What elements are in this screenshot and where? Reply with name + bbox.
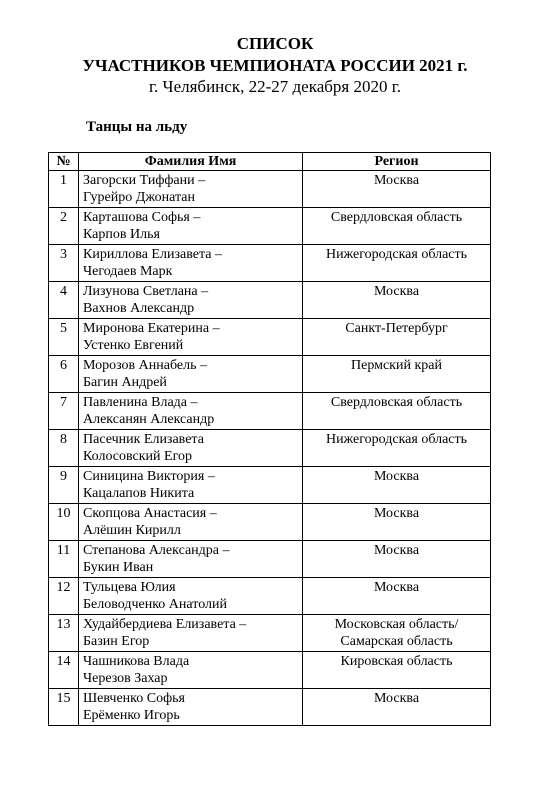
row-number: 11	[49, 541, 79, 578]
pair-names-cell	[79, 467, 303, 504]
table-row	[49, 467, 491, 504]
region-name: Нижегородская область	[325, 432, 468, 447]
region-name: Москва	[373, 580, 420, 595]
partner-one-name: Загорски Тиффани –	[83, 173, 206, 188]
event-location-dates: г. Челябинск, 22-27 декабря 2020 г.	[148, 77, 402, 96]
region-name: Москва	[373, 543, 420, 558]
document-title-line2: УЧАСТНИКОВ ЧЕМПИОНАТА РОССИИ 2021 г.	[82, 56, 468, 75]
region-name: Свердловская область	[330, 210, 463, 225]
region-name: Москва	[373, 506, 420, 521]
pair-names-cell	[79, 282, 303, 319]
pair-names-cell	[79, 356, 303, 393]
row-number: 14	[49, 652, 79, 689]
partner-one-name: Миронова Екатерина –	[83, 321, 220, 336]
row-number: 4	[49, 282, 79, 319]
partner-two-name: Кацалапов Никита	[83, 486, 195, 501]
region-name: Пермский край	[351, 358, 442, 373]
partner-two-name: Алексанян Александр	[83, 412, 215, 427]
table-row	[49, 356, 491, 393]
row-number: 6	[49, 356, 79, 393]
pair-names-cell	[79, 689, 303, 726]
table-row	[49, 689, 491, 726]
pair-names-cell	[79, 615, 303, 652]
partner-two-name: Черезов Захар	[83, 671, 168, 686]
row-number: 10	[49, 504, 79, 541]
document-title: СПИСОК	[236, 34, 314, 53]
region-name: Свердловская область	[330, 395, 463, 410]
pair-names-cell	[79, 171, 303, 208]
table-row	[49, 578, 491, 615]
region-name: Москва	[373, 173, 420, 188]
table-row	[49, 615, 491, 652]
region-cell	[303, 467, 491, 504]
partner-one-name: Кириллова Елизавета –	[83, 247, 222, 262]
region-name: Московская область/	[334, 617, 459, 632]
pair-names-cell	[79, 245, 303, 282]
pair-names-cell	[79, 208, 303, 245]
pair-names-cell	[79, 393, 303, 430]
region-name: Нижегородская область	[325, 247, 468, 262]
partner-one-name: Скопцова Анастасия –	[83, 506, 217, 521]
partner-one-name: Синицина Виктория –	[83, 469, 215, 484]
partner-two-name: Вахнов Александр	[83, 301, 195, 316]
pair-names-cell	[79, 430, 303, 467]
partner-one-name: Тульцева Юлия	[83, 580, 176, 595]
partner-two-name: Беловодченко Анатолий	[83, 597, 227, 612]
table-row	[49, 393, 491, 430]
table-row	[49, 282, 491, 319]
region-name: Санкт-Петербург	[345, 321, 448, 336]
row-number: 1	[49, 171, 79, 208]
pair-names-cell	[79, 578, 303, 615]
partner-one-name: Павленина Влада –	[83, 395, 198, 410]
row-number: 2	[49, 208, 79, 245]
region-cell	[303, 652, 491, 689]
table-row	[49, 541, 491, 578]
section-title: Танцы на льду	[86, 119, 188, 135]
region-cell	[303, 393, 491, 430]
partner-one-name: Худайбердиева Елизавета –	[83, 617, 247, 632]
region-cell	[303, 245, 491, 282]
column-header-number: №	[49, 153, 79, 171]
partner-two-name: Чегодаев Марк	[83, 264, 173, 279]
region-cell	[303, 541, 491, 578]
partner-two-name: Колосовский Егор	[83, 449, 192, 464]
table-row	[49, 430, 491, 467]
table-header-row	[49, 153, 491, 171]
partner-two-name: Букин Иван	[83, 560, 154, 575]
partner-one-name: Лизунова Светлана –	[83, 284, 209, 299]
region-cell	[303, 615, 491, 652]
partner-two-name: Базин Егор	[83, 634, 150, 649]
pair-names-cell	[79, 319, 303, 356]
participants-table	[48, 152, 491, 726]
region-cell	[303, 578, 491, 615]
partner-one-name: Степанова Александра –	[83, 543, 230, 558]
region-cell	[303, 282, 491, 319]
partner-two-name: Карпов Илья	[83, 227, 160, 242]
partner-one-name: Пасечник Елизавета	[83, 432, 204, 447]
partner-two-name: Гурейро Джонатан	[83, 190, 195, 205]
region-cell	[303, 319, 491, 356]
partner-two-name: Устенко Евгений	[83, 338, 184, 353]
region-cell	[303, 504, 491, 541]
partner-two-name: Алёшин Кирилл	[83, 523, 181, 538]
region-cell	[303, 208, 491, 245]
region-cell	[303, 689, 491, 726]
row-number: 5	[49, 319, 79, 356]
pair-names-cell	[79, 652, 303, 689]
partner-one-name: Карташова Софья –	[83, 210, 201, 225]
row-number: 13	[49, 615, 79, 652]
partner-two-name: Багин Андрей	[83, 375, 167, 390]
table-row	[49, 171, 491, 208]
row-number: 7	[49, 393, 79, 430]
region-cell	[303, 430, 491, 467]
pair-names-cell	[79, 504, 303, 541]
region-name: Москва	[373, 469, 420, 484]
column-header-name: Фамилия Имя	[79, 153, 303, 171]
table-row	[49, 245, 491, 282]
partner-two-name: Ерёменко Игорь	[83, 708, 180, 723]
region-name-secondary: Самарская область	[340, 634, 453, 649]
row-number: 8	[49, 430, 79, 467]
pair-names-cell	[79, 541, 303, 578]
region-cell	[303, 356, 491, 393]
column-header-region: Регион	[303, 153, 491, 171]
row-number: 12	[49, 578, 79, 615]
partner-one-name: Морозов Аннабель –	[83, 358, 207, 373]
partner-one-name: Шевченко Софья	[83, 691, 185, 706]
table-row	[49, 504, 491, 541]
region-name: Москва	[373, 691, 420, 706]
table-row	[49, 208, 491, 245]
region-name: Кировская область	[340, 654, 453, 669]
region-name: Москва	[373, 284, 420, 299]
region-cell	[303, 171, 491, 208]
partner-one-name: Чашникова Влада	[83, 654, 190, 669]
row-number: 9	[49, 467, 79, 504]
row-number: 3	[49, 245, 79, 282]
row-number: 15	[49, 689, 79, 726]
table-row	[49, 652, 491, 689]
table-row	[49, 319, 491, 356]
